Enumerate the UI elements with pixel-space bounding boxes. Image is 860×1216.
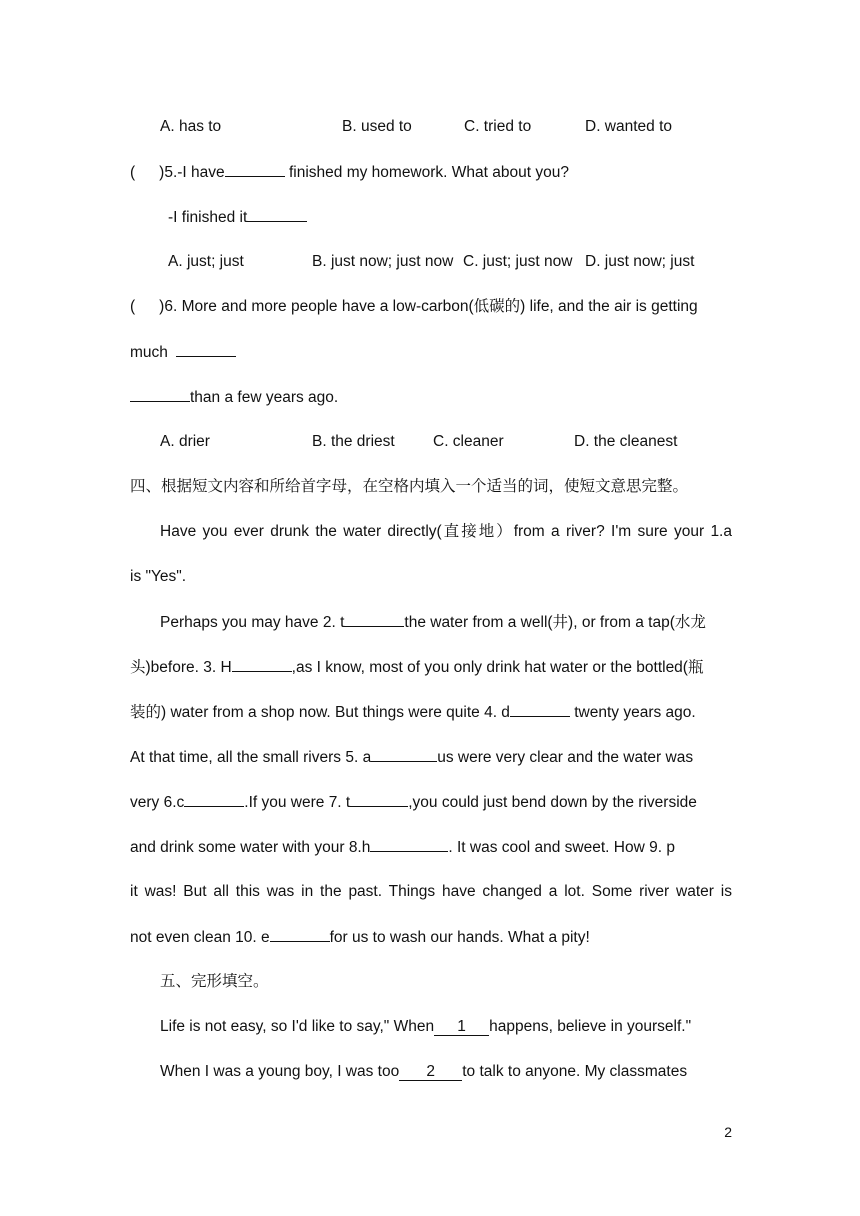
- section5-text: Life is not easy, so I'd like to say," When: [160, 1018, 435, 1035]
- section5-text: happens, believe in yourself.": [489, 1018, 692, 1035]
- q6-option-a: A. drier: [160, 433, 210, 450]
- section4-text: not even clean 10. e: [130, 929, 270, 946]
- blank-6[interactable]: [184, 792, 244, 807]
- q5-stem-a: 5.-I have: [164, 164, 225, 181]
- q5-paren-open: (: [130, 164, 136, 181]
- section4-text: .If you were 7. t: [244, 794, 351, 811]
- section4-p2-line8: [130, 927, 732, 948]
- section4-text: for us to wash our hands. What a pity!: [329, 929, 590, 946]
- section4-text: us were very clear and the water was: [437, 749, 694, 766]
- section5-text: When I was a young boy, I was too: [160, 1063, 400, 1080]
- section4-p1-line1: Have you ever drunk the water directly(直接地）from a river? I'm sure your 1.a: [160, 523, 732, 540]
- section4-text: and drink some water with your 8.h: [130, 839, 371, 856]
- section4-p2-line4: [130, 747, 732, 768]
- q6-question: [130, 297, 732, 317]
- section4-p2-line6: [130, 837, 732, 858]
- section4-p2-line7: it was! But all this was in the past. Things have changed a lot. Some river water is: [130, 883, 732, 900]
- q6-blank-1[interactable]: [176, 342, 236, 357]
- q5-stem-b: finished my homework. What about you?: [284, 164, 569, 181]
- section4-text: very 6.c: [130, 794, 185, 811]
- section4-text: Perhaps you may have 2. t: [160, 614, 345, 631]
- blank-5[interactable]: [371, 747, 437, 762]
- q5-paren-close: ): [159, 164, 165, 181]
- q6-question-line3: [130, 387, 732, 408]
- section4-text: ,as I know, most of you only drink hat water or the bottled(瓶: [291, 659, 704, 676]
- cloze-blank-2[interactable]: 2: [399, 1064, 462, 1081]
- q5-reply-text: -I finished it: [168, 209, 248, 226]
- q6-stem-line1: 6. More and more people have a low-carbon(低碳的) life, and the air is getting: [164, 298, 698, 315]
- q5-option-d: D. just now; just: [585, 253, 695, 270]
- section4-heading: 四、根据短文内容和所给首字母，在空格内填入一个适当的词，使短文意思完整。: [130, 478, 689, 495]
- q6-question-line2: [130, 342, 732, 363]
- q6-option-c: C. cleaner: [433, 433, 504, 450]
- q5-option-b: B. just now; just now: [312, 253, 454, 270]
- section4-text: 头)before. 3. H: [130, 659, 232, 676]
- section4-p1-line2: is "Yes".: [130, 568, 187, 585]
- q5-reply-blank[interactable]: [247, 207, 307, 222]
- section4-p2-line2: [130, 657, 732, 678]
- q5-reply: [168, 207, 732, 228]
- blank-10[interactable]: [270, 927, 330, 942]
- section5-line2: [160, 1062, 732, 1082]
- q6-paren-close: ): [159, 298, 165, 315]
- q4-option-b: B. used to: [342, 118, 412, 135]
- q6-paren-open: (: [130, 298, 136, 315]
- blank-4[interactable]: [510, 702, 570, 717]
- q4-option-d: D. wanted to: [585, 118, 673, 135]
- q5-question: [130, 162, 732, 183]
- q6-blank-2[interactable]: [130, 387, 190, 402]
- q6-stem-line2: much: [130, 344, 168, 361]
- q6-stem-line3: than a few years ago.: [190, 389, 339, 406]
- section5-text: to talk to anyone. My classmates: [462, 1063, 688, 1080]
- section4-text: ,you could just bend down by the riverside: [408, 794, 697, 811]
- section4-text: . It was cool and sweet. How 9. p: [448, 839, 675, 856]
- page-number: 2: [724, 1124, 732, 1140]
- cloze-blank-1[interactable]: 1: [434, 1019, 489, 1036]
- section5-line1: [160, 1017, 732, 1037]
- q5-option-c: C. just; just now: [463, 253, 573, 270]
- section4-p2-line3: [130, 702, 732, 723]
- q4-option-a: A. has to: [160, 118, 222, 135]
- blank-8[interactable]: [370, 837, 448, 852]
- blank-2[interactable]: [344, 612, 404, 627]
- q5-blank[interactable]: [225, 162, 285, 177]
- section4-text: twenty years ago.: [569, 704, 696, 721]
- q6-option-b: B. the driest: [312, 433, 395, 450]
- q5-option-a: A. just; just: [168, 253, 244, 270]
- q4-option-c: C. tried to: [464, 118, 532, 135]
- blank-3[interactable]: [232, 657, 292, 672]
- blank-7[interactable]: [350, 792, 408, 807]
- section4-p2-line5: [130, 792, 732, 813]
- q6-option-d: D. the cleanest: [574, 433, 678, 450]
- section4-text: At that time, all the small rivers 5. a: [130, 749, 372, 766]
- section4-text: 装的) water from a shop now. But things were quite 4. d: [130, 704, 510, 721]
- section5-heading: 五、完形填空。: [160, 973, 269, 990]
- section4-p2-line1: [160, 612, 732, 633]
- section4-text: the water from a well(井), or from a tap(水龙: [404, 614, 706, 631]
